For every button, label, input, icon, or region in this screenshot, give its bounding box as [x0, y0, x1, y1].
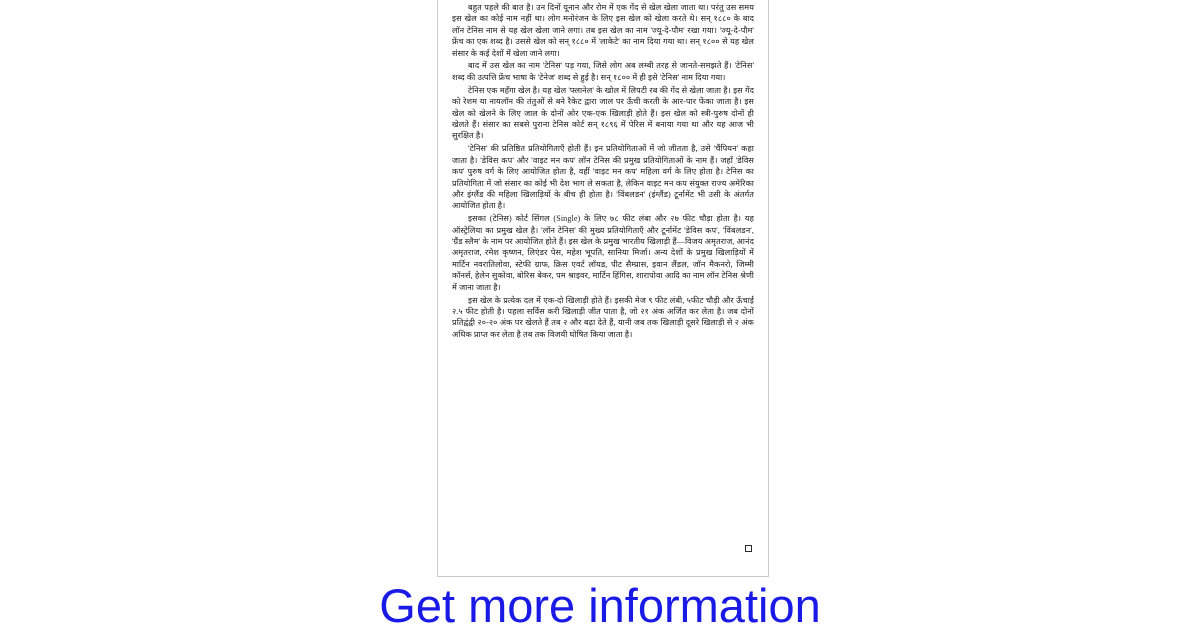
- document-page: [437, 0, 769, 577]
- document-paragraph: बहुत पहले की बात है। उन दिनों यूनान और रोम में एक गेंद से खेल खेला जाता था। परंतु उस समय इस खेल का कोई नाम नहीं था। लोग मनोरंजन के लिए इस खेल को खेला करते थे। सन् १८८० के बाद लॉन टेनिस नाम से यह खेल खेला जाने लगा। तब इस खेल का नाम 'ज्यू-दे-पौम' रखा गया। 'ज्यू-दे-पौम' फ्रेंच का एक शब्द है। उससे खेल को सन् १८८० में 'लाकेटे' का नाम दिया गया था। सन् १८०० से यह खेल संसार के कई देशों में खेला जाने लगा।: [452, 2, 754, 59]
- get-more-information-link[interactable]: Get more information: [0, 580, 1200, 632]
- document-paragraph: टेनिस एक महँगा खेल है। यह खेल 'फ्लानेल' के खोल में लिपटी रब की गेंद से खेला जाता है। इस गेंद को रेशम या नायलॉन की तंतुओं से बने रैकेट द्वारा जाल पर ऊँची करती के आर-पार फेंका जाता है। इस खेल को खेलने के लिए जाल के दोनों ओर एक-एक खिलाड़ी होते हैं। इस खेल को स्त्री-पुरुष दोनों ही खेलते हैं। संसार का सबसे पुराना टेनिस कोर्ट सन् १८९६ में पेरिस में बनाया गया था और यह आज भी सुरक्षित है।: [452, 85, 754, 142]
- document-text-block: [452, 0, 754, 566]
- document-paragraph: इसका (टेनिस) कोर्ट सिंगल (Single) के लिए ७८ फीट लंबा और २७ फीट चौड़ा होता है। यह ऑस्ट्रेलिया का प्रमुख खेल है। 'लॉन टेनिस' की मुख्य प्रतियोगिताएँ और टूर्नामेंट 'डेविस कप', 'विंबलडन', 'ग्रैंड स्लैम' के नाम पर आयोजित होते हैं। इस खेल के प्रमुख भारतीय खिलाड़ी हैं—विजय अमृतराज, आनंद अमृतराज, रमेश कृष्णन, लिएंडर पेस, महेश भूपति, सानिया मिर्जा। अन्य देशों के प्रमुख खिलाड़ियों में मार्टिन नवरातिलोवा, स्टेफी ग्राफ, क्रिस एवर्ट लॉयड, पीट सैम्प्रास, इवान लैंडल, जॉन मैकनरो, जिम्मी कॉनर्स, हेलेन सुकोवा, बोरिस बेकर, पम श्राइवर, मार्टिन हिंगिस, शारापोवा आदि का नाम लॉन टेनिस श्रेणी में जाना जाता है।: [452, 213, 754, 293]
- document-paragraph: बाद में उस खेल का नाम 'टेनिस' पड़ गया, जिसे लोग अब लम्बी तरह से जानते-समझते हैं। 'टेनिस' शब्द की उत्पत्ति फ्रेंच भाषा के 'टेनेज' शब्द से हुई है। सन् १८०० में ही इसे 'टेनिस' नाम दिया गया।: [452, 60, 754, 83]
- end-of-text-square-icon: [745, 545, 752, 552]
- document-paragraph: इस खेल के प्रत्येक दल में एक-दो खिलाड़ी होते हैं। इसकी मेज ९ फीट लंबी, ५फीट चौड़ी और ऊँचाई २.५ फीट होती है। पहला सर्विस करी खिलाड़ी जीत पाता है, जो २१ अंक अर्जित कर लेता है। जब दोनों प्रतिद्वंद्वी २०-२० अंक पर खेलते हैं तब २ और बढ़ा देते हैं, यानी जब तक खिलाड़ी दूसरे खिलाड़ी से २ अंक अधिक प्राप्त कर लेता है तब तक विजयी घोषित किया जाता है।: [452, 295, 754, 341]
- document-paragraph: 'टेनिस' की प्रतिष्ठित प्रतियोगिताएँ होती हैं। इन प्रतियोगिताओं में जो जीतता है, उसे 'चैंपियन' कहा जाता है। 'डेविस कप' और 'वाइट मन कप' लॉन टेनिस की प्रमुख प्रतियोगिताओं के नाम हैं। जहाँ 'डेविस कप' पुरुष वर्ग के लिए आयोजित होता है, वहीं 'वाइट मन कप' महिला वर्ग के लिए होता है। टेनिस का प्रतियोगिता में जो संसार का कोई भी देश भाग ले सकता है, लेकिन वाइट मन कप संयुक्त राज्य अमेरिका और इंग्लैंड की महिला खिलाड़ियों के बीच ही होता है। 'विंबलडन' (इंग्लैंड) टूर्नामेंट भी उसी के अंतर्गत आयोजित होता है।: [452, 143, 754, 211]
